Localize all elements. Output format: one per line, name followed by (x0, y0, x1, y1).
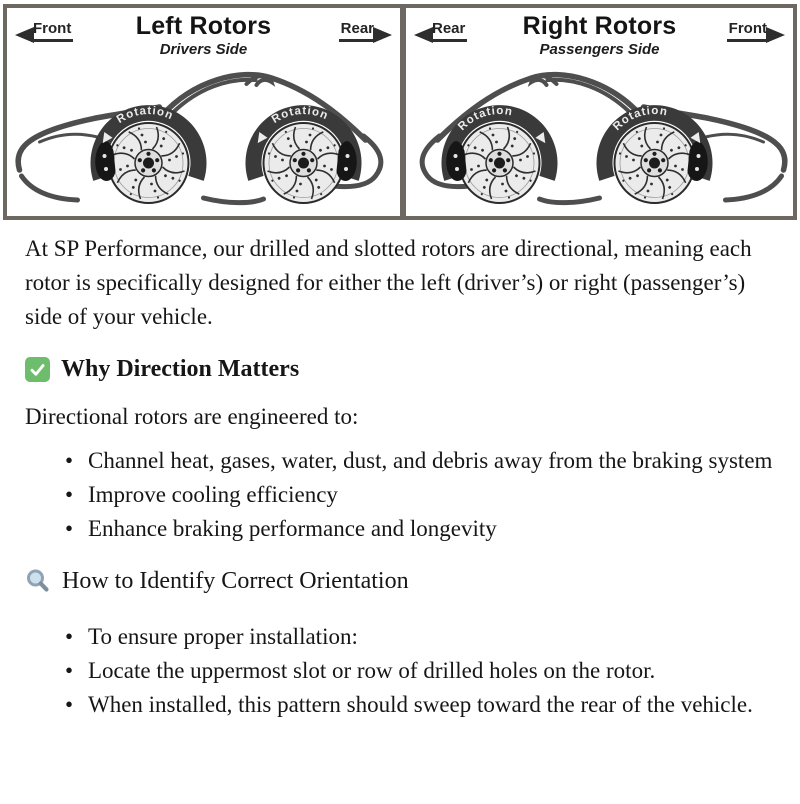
front-direction-label (15, 20, 105, 43)
panel-header (7, 8, 400, 58)
panel-header (406, 8, 793, 58)
car-sketch-right (406, 58, 793, 216)
magnifying-glass-icon (25, 568, 51, 594)
front-direction-label (695, 20, 785, 43)
car-sketch-left (7, 58, 400, 216)
check-mark-icon (25, 357, 50, 382)
product-info-page (0, 4, 800, 804)
list-item (65, 512, 775, 546)
left-rotors-panel (7, 8, 400, 216)
list-item-text: Locate the uppermost slot or row of drilled holes on the rotor. (88, 658, 656, 683)
rotation-label: Rotation (611, 105, 669, 133)
section1-lead: Directional rotors are engineered to: (25, 404, 359, 429)
direction-text: Front (727, 21, 769, 42)
heading-text: Why Direction Matters (61, 356, 300, 382)
panel-title-block (504, 14, 695, 58)
article-content (0, 220, 800, 742)
list-item (65, 478, 775, 512)
rotation-label: Rotation (456, 105, 514, 133)
list-item-text: Channel heat, gases, water, dust, and debris away from the braking system (88, 448, 773, 473)
section-heading-identify-orientation (25, 566, 775, 596)
rotation-label: Rotation (269, 104, 331, 126)
direction-text: Rear (339, 21, 376, 42)
orientation-steps-list (65, 620, 775, 722)
panel-subtitle: Passengers Side (539, 41, 660, 58)
section-heading-why-direction-matters (25, 354, 775, 384)
list-item-text: To ensure proper installation: (88, 624, 358, 649)
rotor-direction-diagram (3, 4, 797, 220)
list-item-text: When installed, this pattern should sweep toward the rear of the vehicle. (88, 692, 753, 717)
intro-paragraph: At SP Performance, our drilled and slotted rotors are directional, meaning each rotor is specifically designed for either the left (driver’s) or right (passenger’s) side of your vehicle. (25, 236, 752, 329)
panel-title: Left Rotors (135, 12, 272, 40)
list-item (65, 620, 775, 654)
panel-subtitle: Drivers Side (159, 41, 248, 58)
arrow-right-icon (766, 27, 785, 43)
panel-title: Right Rotors (522, 12, 677, 40)
direction-text: Rear (430, 21, 467, 42)
direction-text: Front (31, 21, 73, 42)
panel-title-block (105, 14, 302, 58)
rotation-label: Rotation (114, 104, 176, 126)
list-item (65, 444, 775, 478)
spacer (25, 612, 775, 620)
right-rotors-panel (400, 8, 793, 216)
heading-text: How to Identify Correct Orientation (62, 568, 409, 594)
rear-direction-label (414, 20, 504, 43)
list-item (65, 654, 775, 688)
list-item-text: Enhance braking performance and longevity (88, 516, 497, 541)
arrow-right-icon (373, 27, 392, 43)
list-item (65, 688, 775, 722)
rear-direction-label (302, 20, 392, 43)
benefits-list (65, 444, 775, 546)
list-item-text: Improve cooling efficiency (88, 482, 338, 507)
